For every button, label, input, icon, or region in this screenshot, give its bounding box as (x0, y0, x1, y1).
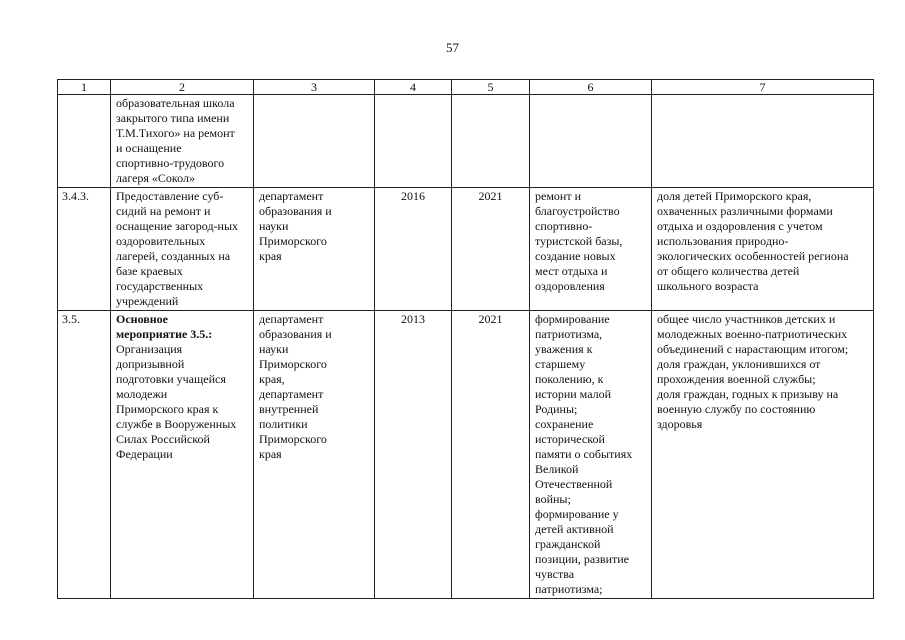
text-line: здоровья (657, 417, 703, 431)
text-line: от общего количества детей (657, 264, 800, 278)
header-col-4: 4 (375, 80, 452, 95)
text-line: патриотизма; (535, 582, 603, 596)
text-line: военную службу по состоянию (657, 402, 816, 416)
text-line: края, (259, 372, 285, 386)
text-line: образования и (259, 327, 332, 341)
header-col-6: 6 (530, 80, 652, 95)
start-year: 2016 (375, 188, 452, 311)
text-line: доля граждан, уклонившихся от (657, 357, 821, 371)
text-line: оздоровительных (116, 234, 206, 248)
page-number: 57 (446, 40, 459, 55)
text-line: Приморского (259, 357, 327, 371)
text-line: спортивно-трудового (116, 156, 225, 170)
text-line: департамент (259, 312, 324, 326)
text-line: внутренней (259, 402, 319, 416)
header-col-3: 3 (254, 80, 375, 95)
text-line: старшему (535, 357, 586, 371)
text-line: Приморского (259, 234, 327, 248)
header-col-5: 5 (452, 80, 530, 95)
text-line: чувства (535, 567, 575, 581)
expected-result (530, 188, 652, 311)
text-line: формирование (535, 312, 610, 326)
text-line: ремонт и (535, 189, 582, 203)
executor (254, 188, 375, 311)
text-line: образовательная школа (116, 96, 235, 110)
text-line: службе в Вооруженных (116, 417, 237, 431)
text-line: экологических особенностей региона (657, 249, 849, 263)
header-col-1: 1 (58, 80, 111, 95)
end-year: 2021 (452, 311, 530, 599)
header-row (58, 80, 874, 95)
text-line: формирование у (535, 507, 619, 521)
text-line: учреждений (116, 294, 179, 308)
row-number: 3.5. (58, 311, 111, 599)
text-line: Приморского края к (116, 402, 219, 416)
text-line: гражданской (535, 537, 601, 551)
text-line: науки (259, 219, 289, 233)
text-line: доля граждан, годных к призыву на (657, 387, 839, 401)
text-line: оснащение загород-ных (116, 219, 239, 233)
text-line: молодежных военно-патриотических (657, 327, 848, 341)
text-line: Предоставление суб- (116, 189, 224, 203)
text-line: лагерей, созданных на (116, 249, 231, 263)
text-line: лагеря «Сокол» (116, 171, 195, 185)
text-line: истории малой (535, 387, 612, 401)
measure-name (111, 95, 254, 188)
text-line: закрытого типа имени (116, 111, 230, 125)
indicator (652, 311, 874, 599)
text-line: патриотизма, (535, 327, 603, 341)
text-line: объединений с нарастающим итогом; (657, 342, 849, 356)
table-row (58, 95, 874, 188)
text-line: Великой (535, 462, 579, 476)
header-col-7: 7 (652, 80, 874, 95)
text-line: туристской базы, (535, 234, 623, 248)
text-line: базе краевых (116, 264, 183, 278)
executor (254, 95, 375, 188)
text-line: исторической (535, 432, 605, 446)
text-line: использования природно- (657, 234, 789, 248)
text-line: сохранение (535, 417, 594, 431)
text-line: края (259, 249, 282, 263)
program-table (57, 79, 874, 599)
text-line: департамент (259, 387, 324, 401)
start-year: 2013 (375, 311, 452, 599)
text-line: школьного возраста (657, 279, 759, 293)
text-line-bold: мероприятие 3.5.: (116, 327, 213, 341)
text-line: поколению, к (535, 372, 604, 386)
expected-result (530, 311, 652, 599)
indicator (652, 95, 874, 188)
text-line: войны; (535, 492, 571, 506)
text-line: Т.М.Тихого» на ремонт (116, 126, 235, 140)
text-line: образования и (259, 204, 332, 218)
text-line: сидий на ремонт и (116, 204, 211, 218)
text-line: памяти о событиях (535, 447, 633, 461)
text-line: допризывной (116, 357, 185, 371)
text-line: молодежи (116, 387, 168, 401)
text-line: создание новых (535, 249, 616, 263)
text-line-bold: Основное (116, 312, 168, 326)
measure-name (111, 188, 254, 311)
text-line: уважения к (535, 342, 593, 356)
end-year: 2021 (452, 188, 530, 311)
text-line: благоустройство (535, 204, 620, 218)
start-year (375, 95, 452, 188)
text-line: государственных (116, 279, 204, 293)
text-line: Организация (116, 342, 183, 356)
text-line: общее число участников детских и (657, 312, 836, 326)
measure-name (111, 311, 254, 599)
executor (254, 311, 375, 599)
text-line: позиции, развитие (535, 552, 629, 566)
expected-result (530, 95, 652, 188)
text-line: подготовки учащейся (116, 372, 226, 386)
end-year (452, 95, 530, 188)
text-line: и оснащение (116, 141, 182, 155)
text-line: детей активной (535, 522, 614, 536)
row-number (58, 95, 111, 188)
header-col-2: 2 (111, 80, 254, 95)
row-number: 3.4.3. (58, 188, 111, 311)
text-line: отдыха и оздоровления с учетом (657, 219, 823, 233)
text-line: доля детей Приморского края, (657, 189, 812, 203)
text-line: края (259, 447, 282, 461)
text-line: науки (259, 342, 289, 356)
text-line: прохождения военной службы; (657, 372, 816, 386)
text-line: Родины; (535, 402, 578, 416)
table-row (58, 311, 874, 599)
text-line: охваченных различными формами (657, 204, 833, 218)
indicator (652, 188, 874, 311)
text-line: департамент (259, 189, 324, 203)
text-line: политики (259, 417, 308, 431)
text-line: Приморского (259, 432, 327, 446)
text-line: мест отдыха и (535, 264, 608, 278)
text-line: Отечественной (535, 477, 613, 491)
table-row (58, 188, 874, 311)
text-line: спортивно- (535, 219, 593, 233)
text-line: Силах Российской (116, 432, 210, 446)
text-line: Федерации (116, 447, 173, 461)
text-line: оздоровления (535, 279, 605, 293)
